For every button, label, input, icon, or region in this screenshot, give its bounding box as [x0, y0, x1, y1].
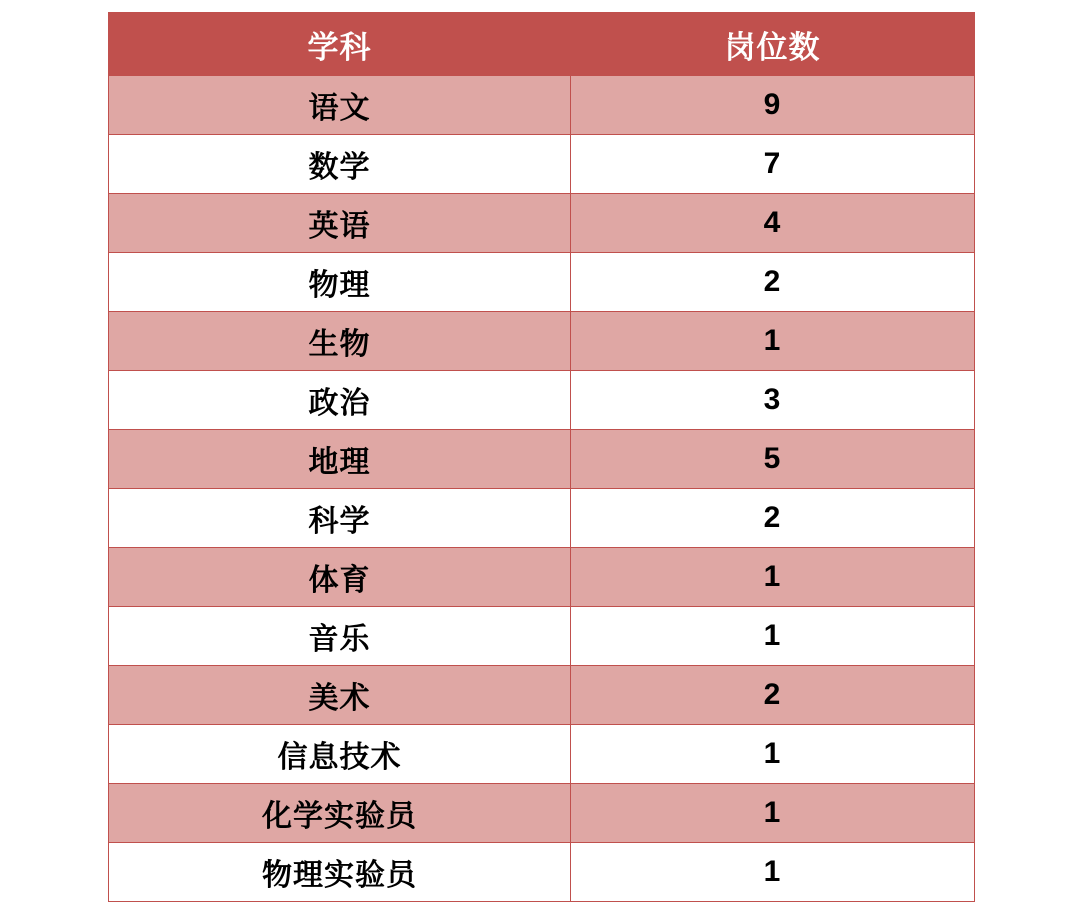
column-header-subject: 学科 — [109, 13, 571, 76]
table-row — [109, 194, 975, 253]
cell-count: 1 — [571, 725, 975, 784]
table-header — [109, 13, 975, 76]
cell-subject: 语文 — [109, 76, 571, 135]
table-header-row — [109, 13, 975, 76]
cell-count: 2 — [571, 666, 975, 725]
table-row — [109, 430, 975, 489]
table-row — [109, 489, 975, 548]
cell-subject: 地理 — [109, 430, 571, 489]
cell-subject: 生物 — [109, 312, 571, 371]
cell-count: 2 — [571, 253, 975, 312]
cell-subject: 音乐 — [109, 607, 571, 666]
cell-subject: 科学 — [109, 489, 571, 548]
jobs-table — [108, 12, 975, 902]
cell-count: 1 — [571, 843, 975, 902]
cell-count: 1 — [571, 312, 975, 371]
table-row — [109, 666, 975, 725]
table-row — [109, 548, 975, 607]
cell-count: 1 — [571, 548, 975, 607]
cell-subject: 英语 — [109, 194, 571, 253]
cell-count: 4 — [571, 194, 975, 253]
cell-count: 9 — [571, 76, 975, 135]
table-row — [109, 371, 975, 430]
table-row — [109, 843, 975, 902]
table-row — [109, 76, 975, 135]
cell-subject: 体育 — [109, 548, 571, 607]
table-row — [109, 725, 975, 784]
table-row — [109, 253, 975, 312]
cell-count: 1 — [571, 607, 975, 666]
cell-subject: 数学 — [109, 135, 571, 194]
cell-count: 3 — [571, 371, 975, 430]
cell-subject: 化学实验员 — [109, 784, 571, 843]
column-header-count: 岗位数 — [571, 13, 975, 76]
cell-subject: 政治 — [109, 371, 571, 430]
cell-subject: 美术 — [109, 666, 571, 725]
cell-count: 7 — [571, 135, 975, 194]
table-body — [109, 76, 975, 902]
table-row — [109, 312, 975, 371]
cell-subject: 物理 — [109, 253, 571, 312]
table-row — [109, 607, 975, 666]
cell-count: 2 — [571, 489, 975, 548]
cell-subject: 物理实验员 — [109, 843, 571, 902]
cell-count: 5 — [571, 430, 975, 489]
jobs-table-container — [108, 12, 974, 902]
cell-count: 1 — [571, 784, 975, 843]
cell-subject: 信息技术 — [109, 725, 571, 784]
table-row — [109, 135, 975, 194]
table-row — [109, 784, 975, 843]
